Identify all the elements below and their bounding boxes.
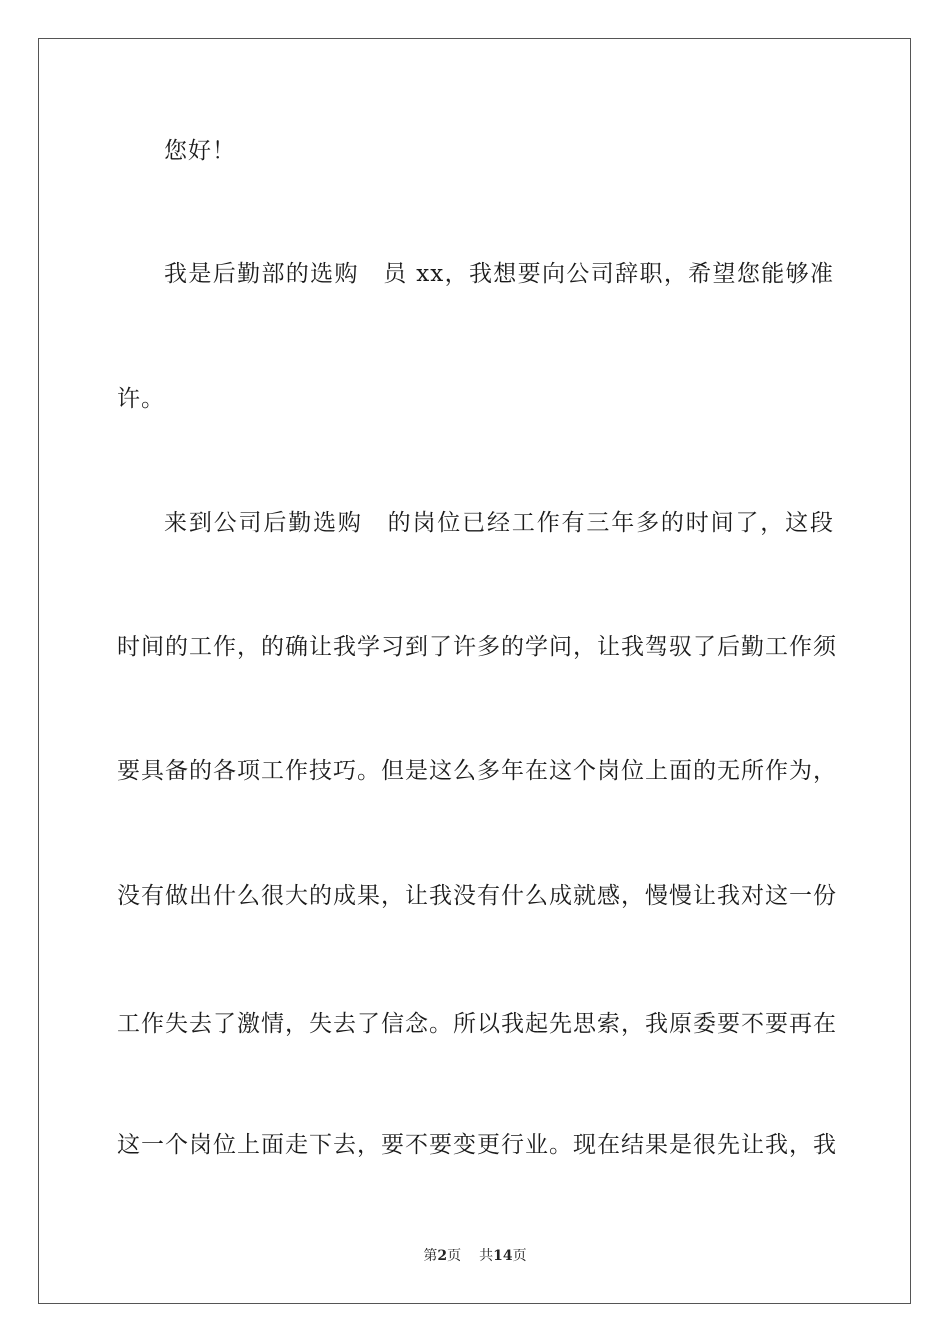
footer-total-prefix: 共 <box>479 1248 494 1264</box>
paragraph-text: 这一个岗位上面走下去，要不要变更行业。现在结果是很先让我，我 <box>117 1132 837 1158</box>
paragraph-text: 时间的工作，的确让我学习到了许多的学问，让我驾驭了后勤工作须 <box>117 634 837 660</box>
paragraph-2-line-5 <box>117 1009 837 1039</box>
page-border <box>38 38 911 1304</box>
paragraph-text: 来到公司后勤选购 的岗位已经工作有三年多的时间了，这段 <box>164 510 834 536</box>
greeting-line: 您好！ <box>164 138 236 164</box>
paragraph-text: 没有做出什么很大的成果，让我没有什么成就感，慢慢让我对这一份 <box>117 883 837 909</box>
paragraph-2-line-3 <box>117 756 837 786</box>
footer-page-prefix: 第 <box>423 1248 438 1264</box>
footer-page-number: 2 <box>437 1248 448 1264</box>
paragraph-2-line-1 <box>164 508 834 538</box>
page-footer <box>0 1247 950 1265</box>
footer-total-suffix: 页 <box>512 1248 527 1264</box>
paragraph-2-line-4 <box>117 881 837 911</box>
paragraph-1-line-2: 许。 <box>117 386 165 412</box>
paragraph-text: 我是后勤部的选购 员 xx，我想要向公司辞职，希望您能够准 <box>164 261 834 287</box>
paragraph-2-line-6 <box>117 1130 837 1160</box>
paragraph-text: 工作失去了激情，失去了信念。所以我起先思索，我原委要不要再在 <box>117 1011 837 1037</box>
paragraph-2-line-2 <box>117 632 837 662</box>
footer-page-suffix: 页 <box>447 1248 462 1264</box>
paragraph-1-line-1 <box>164 259 834 289</box>
footer-total-pages: 14 <box>493 1248 513 1264</box>
paragraph-text: 要具备的各项工作技巧。但是这么多年在这个岗位上面的无所作为， <box>117 758 837 784</box>
